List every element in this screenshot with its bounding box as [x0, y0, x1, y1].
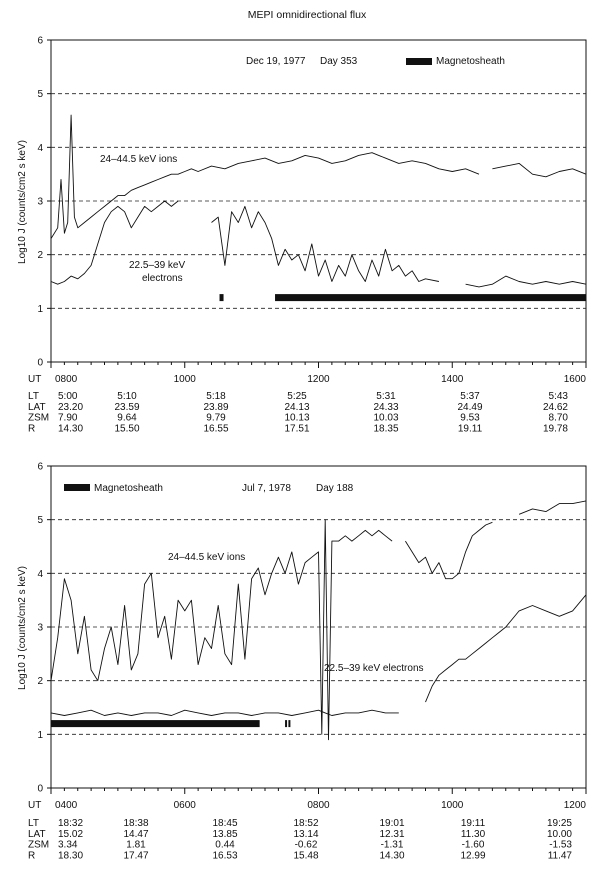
y-tick-label: 3 — [37, 622, 43, 634]
magnetosheath-interval — [288, 720, 290, 727]
orbit-value: 5:18 — [206, 391, 226, 402]
legend-magnetosheath-swatch — [406, 58, 432, 65]
orbit-value: 13.14 — [293, 828, 319, 840]
y-axis-label: Log10 J (counts/cm2 s keV) — [17, 140, 28, 264]
magnetosheath-interval — [220, 294, 224, 301]
orbit-value: -1.31 — [380, 839, 404, 851]
day-label: Day 353 — [320, 56, 358, 67]
orbit-value: 19:11 — [460, 818, 486, 829]
series-ions-line — [51, 115, 586, 239]
orbit-row-label: LAT — [28, 828, 46, 840]
y-tick-label: 2 — [37, 676, 43, 688]
orbit-value: 24.13 — [284, 401, 310, 413]
orbit-value: 23.89 — [203, 401, 229, 413]
y-tick-label: 1 — [37, 729, 43, 741]
orbit-value: 5:00 — [58, 391, 78, 402]
x-tick-label: 0400 — [55, 800, 78, 811]
y-tick-label: 2 — [37, 250, 43, 262]
orbit-value: 19.78 — [542, 423, 568, 435]
orbit-value: 23.59 — [114, 401, 140, 413]
x-tick-label: 0800 — [307, 800, 330, 811]
orbit-value: 24.33 — [373, 401, 399, 413]
orbit-row-label: LAT — [28, 401, 46, 413]
orbit-row-label: ZSM — [28, 839, 50, 851]
magnetosheath-interval — [51, 720, 260, 727]
magnetosheath-interval — [285, 720, 287, 727]
x-axis-ticks — [51, 788, 586, 811]
day-label: Day 188 — [316, 483, 354, 494]
panel-jul-1978 — [17, 462, 586, 862]
y-tick-label: 6 — [37, 461, 43, 473]
orbit-value: 16.53 — [212, 850, 238, 862]
orbit-value: 15.50 — [114, 423, 140, 435]
orbit-value: 19.11 — [457, 423, 483, 435]
orbit-value: 11.47 — [547, 850, 572, 862]
orbit-value: 8.70 — [548, 412, 568, 424]
orbit-value: -1.53 — [549, 839, 572, 851]
orbit-value: 10.13 — [284, 412, 310, 424]
orbit-value: 14.30 — [379, 850, 405, 862]
series-electrons-line — [51, 595, 586, 716]
x-axis-ticks — [51, 362, 586, 385]
orbit-value: 18.35 — [373, 423, 399, 435]
magnetosheath-interval — [275, 294, 586, 301]
magnetosheath-bar — [220, 294, 586, 301]
orbit-value: 9.64 — [117, 412, 137, 424]
orbit-value: 18:38 — [123, 818, 149, 829]
orbit-value: 5:37 — [460, 391, 480, 402]
y-tick-label: 5 — [37, 89, 43, 101]
y-axis-ticks — [37, 36, 51, 369]
orbit-value: 13.85 — [212, 828, 238, 840]
x-axis-label: UT — [28, 374, 42, 385]
orbit-value: 5:43 — [548, 391, 568, 402]
orbit-value: 19:01 — [379, 818, 405, 829]
y-tick-label: 3 — [37, 196, 43, 208]
y-tick-label: 4 — [37, 142, 43, 154]
orbit-value: 18:45 — [212, 818, 238, 829]
orbit-value: 18.30 — [58, 850, 84, 862]
series-label-electrons-line1: 22.5–39 keV — [129, 260, 186, 271]
orbit-value: 12.99 — [460, 850, 486, 862]
orbit-value: 23.20 — [58, 401, 84, 413]
y-tick-label: 4 — [37, 568, 43, 580]
x-tick-label: 1200 — [307, 374, 330, 385]
x-tick-label: 0600 — [173, 800, 196, 811]
x-tick-label: 0800 — [55, 374, 78, 385]
panel-dec-1977 — [17, 36, 586, 435]
orbit-value: 5:10 — [117, 391, 137, 402]
orbit-row-label: R — [28, 850, 36, 862]
orbit-value: 16.55 — [203, 423, 229, 435]
legend-magnetosheath-label: Magnetosheath — [94, 483, 163, 494]
orbit-value: -1.60 — [461, 839, 485, 851]
series-label-ions: 24–44.5 keV ions — [168, 552, 246, 563]
orbit-value: 3.34 — [58, 839, 78, 851]
y-axis-ticks — [37, 462, 51, 795]
orbit-table — [28, 391, 568, 434]
orbit-value: 10.03 — [373, 412, 399, 424]
series-ions-line — [51, 501, 586, 740]
x-tick-label: 1400 — [441, 374, 464, 385]
x-tick-label: 1000 — [173, 374, 196, 385]
y-tick-label: 5 — [37, 515, 43, 527]
orbit-value: 5:25 — [287, 391, 307, 402]
date-label: Dec 19, 1977 — [246, 56, 306, 67]
orbit-row-label: ZSM — [28, 412, 50, 424]
orbit-value: 7.90 — [58, 412, 78, 424]
orbit-value: 0.44 — [215, 839, 235, 851]
orbit-row-label: LT — [28, 818, 39, 829]
orbit-value: 19:25 — [546, 818, 572, 829]
orbit-value: 17.51 — [284, 423, 310, 435]
legend-magnetosheath-label: Magnetosheath — [436, 56, 505, 67]
orbit-value: 24.49 — [457, 401, 483, 413]
series-label-electrons: 22.5–39 keV electrons — [324, 663, 424, 674]
x-axis-label: UT — [28, 800, 42, 811]
orbit-row-label: R — [28, 423, 36, 435]
y-tick-label: 0 — [37, 783, 43, 795]
orbit-value: 17.47 — [123, 850, 149, 862]
orbit-value: 12.31 — [379, 828, 405, 840]
y-tick-label: 1 — [37, 303, 43, 315]
orbit-value: 1.81 — [126, 839, 146, 851]
orbit-value: -0.62 — [294, 839, 318, 851]
orbit-value: 9.53 — [460, 412, 480, 424]
magnetosheath-bar — [51, 720, 290, 727]
y-tick-label: 6 — [37, 35, 43, 47]
orbit-value: 24.62 — [542, 401, 568, 413]
orbit-value: 15.48 — [293, 850, 319, 862]
series-electrons-line — [51, 201, 586, 287]
orbit-value: 14.30 — [58, 423, 84, 435]
x-tick-label: 1200 — [563, 800, 586, 811]
series-label-ions: 24–44.5 keV ions — [100, 154, 178, 165]
x-tick-label: 1000 — [441, 800, 464, 811]
orbit-table — [28, 818, 572, 861]
orbit-value: 9.79 — [206, 412, 226, 424]
orbit-value: 5:31 — [376, 391, 396, 402]
date-label: Jul 7, 1978 — [242, 483, 291, 494]
y-tick-label: 0 — [37, 357, 43, 369]
orbit-value: 10.00 — [546, 828, 572, 840]
orbit-value: 18:32 — [58, 818, 84, 829]
orbit-value: 18:52 — [293, 818, 319, 829]
y-axis-label: Log10 J (counts/cm2 s keV) — [17, 566, 28, 690]
data-series — [51, 501, 586, 740]
orbit-value: 14.47 — [123, 828, 149, 840]
orbit-row-label: LT — [28, 391, 39, 402]
figure-title: MEPI omnidirectional flux — [247, 9, 367, 21]
series-label-electrons-line2: electrons — [142, 273, 183, 284]
orbit-value: 11.30 — [460, 828, 486, 840]
x-tick-label: 1600 — [563, 374, 586, 385]
legend-magnetosheath-swatch — [64, 484, 90, 491]
orbit-value: 15.02 — [58, 828, 84, 840]
